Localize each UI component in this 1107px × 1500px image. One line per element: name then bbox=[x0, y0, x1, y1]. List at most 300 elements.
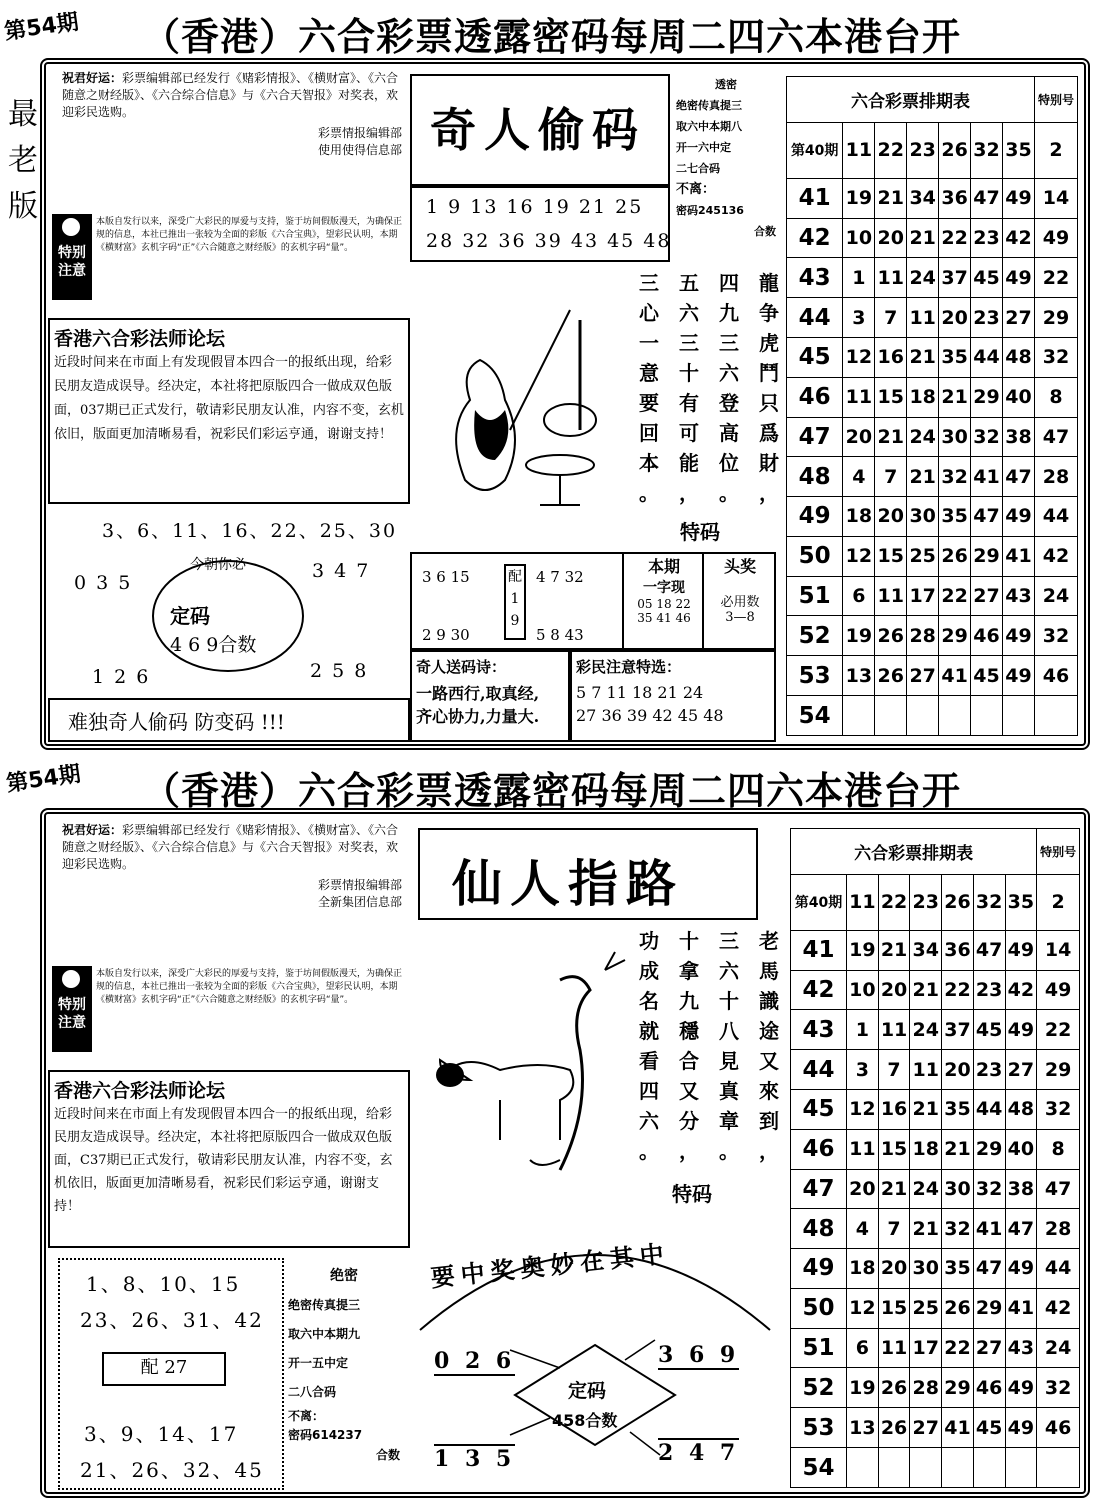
number-cell: 2 bbox=[1034, 123, 1077, 179]
number-cell: 32 bbox=[1034, 616, 1077, 656]
number-cell: 27 bbox=[971, 576, 1003, 616]
tip-line: 不离： bbox=[676, 182, 716, 197]
schedule-row bbox=[791, 1209, 1080, 1249]
center-title: 仙人指路 bbox=[452, 854, 684, 913]
mid-left-row-2: 2 9 30 bbox=[422, 626, 470, 644]
sign-1: 彩票情报编辑部 bbox=[317, 126, 402, 140]
head-sub: 必用数 bbox=[720, 595, 760, 610]
head-prize-box bbox=[702, 554, 776, 648]
schedule-row bbox=[791, 1129, 1080, 1169]
period-cell: 42 bbox=[787, 218, 843, 258]
oval-br-nums: 2 5 8 bbox=[310, 660, 369, 682]
period-cell: 54 bbox=[787, 696, 843, 736]
number-cell: 48 bbox=[1005, 1089, 1037, 1129]
number-cell: 21 bbox=[875, 178, 907, 218]
number-cell: 32 bbox=[1037, 1368, 1080, 1408]
mid-left-row-1: 3 6 15 bbox=[422, 568, 470, 586]
number-cell: 49 bbox=[1002, 616, 1034, 656]
number-cell: 40 bbox=[1005, 1129, 1037, 1169]
number-cell: 47 bbox=[1034, 417, 1077, 457]
schedule-row bbox=[787, 497, 1078, 537]
number-cell: 28 bbox=[907, 616, 939, 656]
number-cell: 11 bbox=[878, 1010, 910, 1050]
number-cell: 47 bbox=[971, 178, 1003, 218]
poem-box bbox=[410, 650, 570, 742]
number-cell: 46 bbox=[973, 1368, 1005, 1408]
number-cell: 23 bbox=[910, 875, 942, 931]
poem-col: 五 六 三 十 有 可 能 ， bbox=[679, 271, 699, 505]
notice-badge: 特别注意 bbox=[52, 214, 92, 300]
poem-line-2: 齐心协力,力量大. bbox=[416, 707, 540, 726]
number-cell: 26 bbox=[942, 1288, 974, 1328]
this-nums-1: 05 18 22 bbox=[637, 597, 691, 611]
schedule-row bbox=[791, 1328, 1080, 1368]
period-cell: 53 bbox=[787, 656, 843, 696]
sign-2: 使用使得信息部 bbox=[317, 143, 402, 157]
number-cell: 24 bbox=[910, 1169, 942, 1209]
number-cell: 24 bbox=[907, 417, 939, 457]
period-cell: 52 bbox=[787, 616, 843, 656]
number-cell: 11 bbox=[846, 875, 878, 931]
number-cell: 10 bbox=[846, 970, 878, 1010]
number-cell: 23 bbox=[907, 123, 939, 179]
number-cell: 22 bbox=[1034, 258, 1077, 298]
number-cell: 1 bbox=[846, 1010, 878, 1050]
special-number-header: 特别号 bbox=[1037, 829, 1080, 875]
period-cell: 42 bbox=[791, 970, 847, 1010]
number-cell: 26 bbox=[939, 123, 971, 179]
issue-label-top: 第54期 bbox=[2, 9, 81, 46]
number-cell: 46 bbox=[1037, 1408, 1080, 1448]
number-cell: 13 bbox=[843, 656, 875, 696]
number-cell: 44 bbox=[1037, 1249, 1080, 1289]
schedule-row bbox=[791, 930, 1080, 970]
number-cell: 35 bbox=[1002, 123, 1034, 179]
tip-line: 透密 bbox=[715, 78, 737, 91]
schedule-table-top bbox=[786, 76, 1078, 736]
number-cell: 12 bbox=[846, 1288, 878, 1328]
oval-right-nums: 3 4 7 bbox=[312, 560, 371, 582]
number-cell: 27 bbox=[910, 1408, 942, 1448]
period-cell: 53 bbox=[791, 1408, 847, 1448]
number-cell bbox=[1037, 1448, 1080, 1488]
period-cell: 52 bbox=[791, 1368, 847, 1408]
tip-line: 不离： bbox=[288, 1409, 325, 1423]
oval-bl-nums: 1 2 6 bbox=[92, 666, 151, 688]
diamond-tr: 3 6 9 bbox=[658, 1342, 740, 1368]
number-cell: 15 bbox=[875, 377, 907, 417]
center-title-box-bottom bbox=[418, 828, 758, 920]
number-cell: 28 bbox=[1037, 1209, 1080, 1249]
poem-line-1: 一路西行,取真经, bbox=[416, 684, 540, 703]
number-cell: 7 bbox=[878, 1050, 910, 1090]
number-cell: 41 bbox=[973, 1209, 1005, 1249]
number-cell: 15 bbox=[878, 1288, 910, 1328]
special-label-top: 特码 bbox=[680, 520, 720, 544]
sign-1: 彩票情报编辑部 bbox=[317, 878, 402, 892]
mid-right-row-1: 4 7 32 bbox=[536, 568, 584, 586]
number-cell: 35 bbox=[942, 1249, 974, 1289]
number-cell: 46 bbox=[971, 616, 1003, 656]
number-cell: 26 bbox=[875, 616, 907, 656]
number-cell: 20 bbox=[875, 218, 907, 258]
number-cell: 11 bbox=[843, 377, 875, 417]
number-cell: 1 bbox=[843, 258, 875, 298]
forum-box bbox=[48, 318, 410, 504]
schedule-title: 六合彩票排期表 bbox=[787, 77, 1035, 123]
period-cell: 41 bbox=[791, 930, 847, 970]
number-cell: 45 bbox=[973, 1408, 1005, 1448]
number-cell: 29 bbox=[973, 1288, 1005, 1328]
issue-label-bottom: 第54期 bbox=[4, 761, 83, 798]
number-cell: 43 bbox=[1005, 1328, 1037, 1368]
period-cell: 48 bbox=[791, 1209, 847, 1249]
period-cell: 51 bbox=[791, 1328, 847, 1368]
diamond-sub: 458合数 bbox=[552, 1411, 618, 1430]
bomb-icon bbox=[62, 218, 80, 236]
number-cell: 21 bbox=[910, 1209, 942, 1249]
schedule-rows bbox=[791, 930, 1080, 1487]
number-cell: 30 bbox=[942, 1169, 974, 1209]
number-cell: 38 bbox=[1002, 417, 1034, 457]
period-cell: 54 bbox=[791, 1448, 847, 1488]
schedule-row bbox=[787, 696, 1078, 736]
number-cell: 10 bbox=[843, 218, 875, 258]
number-cell: 28 bbox=[1034, 457, 1077, 497]
number-cell: 12 bbox=[843, 536, 875, 576]
number-cell: 30 bbox=[910, 1249, 942, 1289]
number-cell: 18 bbox=[907, 377, 939, 417]
number-cell: 19 bbox=[846, 930, 878, 970]
number-cell: 35 bbox=[1005, 875, 1037, 931]
tip-line: 绝密传真提三 bbox=[676, 99, 742, 112]
tip-line: 开一五中定 bbox=[288, 1356, 349, 1370]
tip-line: 取六中本期八 bbox=[676, 120, 742, 133]
notice-text: 本版自发行以来，深受广大彩民的厚爱与支持，鉴于坊间假版漫天，为确保正规的信息，本社已推出一张较为全面的彩版《六合宝典》，望彩民认明，本期《横财富》玄机字码“正”《六合随意之财经版》的玄机字码“量”。 bbox=[96, 217, 403, 253]
number-cell: 26 bbox=[939, 536, 971, 576]
number-cell: 11 bbox=[875, 258, 907, 298]
focus-title: 彩民注意特选： bbox=[576, 658, 682, 676]
greeting-label: 祝君好运： bbox=[62, 71, 123, 85]
number-cell: 25 bbox=[907, 536, 939, 576]
number-cell: 29 bbox=[939, 616, 971, 656]
number-cell: 49 bbox=[1005, 1249, 1037, 1289]
number-cell: 41 bbox=[939, 656, 971, 696]
tip-line: 合数 bbox=[754, 225, 776, 238]
number-cell: 32 bbox=[939, 457, 971, 497]
period-cell: 47 bbox=[787, 417, 843, 457]
number-cell: 35 bbox=[939, 337, 971, 377]
schedule-row bbox=[787, 337, 1078, 377]
schedule-row bbox=[791, 1408, 1080, 1448]
number-cell: 44 bbox=[971, 337, 1003, 377]
number-cell: 32 bbox=[1034, 337, 1077, 377]
tip-line: 二八合码 bbox=[288, 1385, 337, 1399]
number-cell: 32 bbox=[971, 417, 1003, 457]
number-cell: 11 bbox=[910, 1050, 942, 1090]
number-cell: 30 bbox=[939, 417, 971, 457]
oval-section bbox=[48, 504, 410, 696]
number-cell: 37 bbox=[942, 1010, 974, 1050]
number-cell: 34 bbox=[907, 178, 939, 218]
number-cell bbox=[1005, 1448, 1037, 1488]
greeting-box bbox=[62, 70, 402, 210]
notice-text-bottom: 本版自发行以来，深受广大彩民的厚爱与支持，鉴于坊间假版漫天，为确保正规的信息，本社已推出一张较为全面的彩版《六合宝典》，望彩民认明，本期《横财富》玄机字码“正”《六合随意之财经版》的玄机字码“量”。 bbox=[96, 969, 403, 1005]
number-cell: 47 bbox=[973, 930, 1005, 970]
number-cell: 25 bbox=[910, 1288, 942, 1328]
number-cell: 45 bbox=[971, 656, 1003, 696]
nums-a1: 1、8、10、15 bbox=[86, 1272, 241, 1296]
number-cell bbox=[910, 1448, 942, 1488]
number-cell: 49 bbox=[1002, 656, 1034, 696]
center-nums-box bbox=[410, 186, 670, 262]
head-val: 3—8 bbox=[725, 610, 755, 625]
number-cell: 20 bbox=[878, 970, 910, 1010]
number-cell: 11 bbox=[843, 123, 875, 179]
greeting-body: 彩票编辑部已经发行《赌彩情报》、《横财富》、《六合随意之财经版》、《六合综合信息》与《六合天智报》对奖表，欢迎彩民选购。 bbox=[62, 71, 399, 119]
arc-text: 要中奖奥妙在其中 bbox=[429, 1238, 672, 1293]
number-cell: 29 bbox=[971, 377, 1003, 417]
schedule-row bbox=[791, 1368, 1080, 1408]
diamond-tl: 0 2 6 bbox=[434, 1348, 516, 1374]
this-period-box bbox=[622, 554, 704, 648]
number-cell: 22 bbox=[942, 1328, 974, 1368]
number-cell: 14 bbox=[1037, 930, 1080, 970]
number-cell: 32 bbox=[971, 123, 1003, 179]
number-cell: 18 bbox=[846, 1249, 878, 1289]
number-cell: 45 bbox=[971, 258, 1003, 298]
notice-badge-bottom: 特别注意 bbox=[52, 966, 92, 1052]
number-cell: 6 bbox=[846, 1328, 878, 1368]
mid-pei-box: 配 1 9 bbox=[504, 564, 526, 640]
number-cell: 17 bbox=[910, 1328, 942, 1368]
tip-line: 合数 bbox=[375, 1448, 400, 1462]
number-cell: 19 bbox=[843, 178, 875, 218]
schedule-row bbox=[787, 576, 1078, 616]
numbers-box-bottom bbox=[58, 1258, 284, 1490]
bottom-slogan: 难独奇人偷码 防变码 !!! bbox=[68, 710, 285, 734]
number-cell: 21 bbox=[939, 377, 971, 417]
number-cell: 49 bbox=[1037, 970, 1080, 1010]
sign-2: 全新集团信息部 bbox=[317, 895, 402, 909]
number-cell: 18 bbox=[910, 1129, 942, 1169]
poem-col: 四 九 三 六 登 高 位 。 bbox=[719, 271, 739, 505]
number-cell: 27 bbox=[907, 656, 939, 696]
period-cell: 45 bbox=[791, 1089, 847, 1129]
number-cell: 30 bbox=[907, 497, 939, 537]
number-cell: 29 bbox=[1034, 298, 1077, 338]
slogan-box bbox=[48, 698, 410, 742]
bomb-icon bbox=[62, 970, 80, 988]
number-cell: 32 bbox=[973, 875, 1005, 931]
poem-col: 十 拿 九 穩 合 又 分 ， bbox=[679, 929, 699, 1163]
schedule-title: 六合彩票排期表 bbox=[791, 829, 1037, 875]
number-cell: 20 bbox=[843, 417, 875, 457]
number-cell: 20 bbox=[878, 1249, 910, 1289]
number-cell: 49 bbox=[1005, 930, 1037, 970]
period-cell: 45 bbox=[787, 337, 843, 377]
number-cell: 46 bbox=[1034, 656, 1077, 696]
number-cell: 19 bbox=[843, 616, 875, 656]
number-cell: 15 bbox=[878, 1129, 910, 1169]
number-cell: 47 bbox=[1037, 1169, 1080, 1209]
monkey-king-illustration bbox=[420, 290, 630, 520]
this-nums-2: 35 41 46 bbox=[637, 611, 691, 625]
number-cell: 47 bbox=[971, 497, 1003, 537]
number-cell: 11 bbox=[875, 576, 907, 616]
number-cell: 29 bbox=[971, 536, 1003, 576]
forum-body: 近段时间来在市面上有发现假冒本四合一的报纸出现，给彩民朋友造成误导。经决定，本社将把原版四合一做成双色版面，C37期已正式发行，敬请彩民朋友认准，内容不变，玄机依旧，版面更加清晰易看，祝彩民们彩运亨通，谢谢支持！ bbox=[54, 1107, 393, 1214]
number-cell: 26 bbox=[878, 1408, 910, 1448]
forum-body: 近段时间来在市面上有发现假冒本四合一的报纸出现，给彩民朋友造成误导。经决定，本社将把原版四合一做成双色版面，037期已正式发行，敬请彩民朋友认准，内容不变，玄机依旧，版面更加清晰易看，祝彩民们彩运亨通，谢谢支持！ bbox=[54, 355, 404, 442]
side-label-char: 最 bbox=[8, 97, 38, 132]
number-cell: 41 bbox=[1002, 536, 1034, 576]
number-cell: 22 bbox=[1037, 1010, 1080, 1050]
tip-line: 取六中本期九 bbox=[288, 1327, 361, 1341]
oval-sub: 4 6 9合数 bbox=[170, 634, 257, 656]
period-cell: 41 bbox=[787, 178, 843, 218]
diamond-label: 定码 bbox=[568, 1380, 607, 1402]
number-cell: 26 bbox=[875, 656, 907, 696]
number-cell: 32 bbox=[942, 1209, 974, 1249]
number-cell bbox=[939, 696, 971, 736]
number-cell: 42 bbox=[1034, 536, 1077, 576]
number-cell: 22 bbox=[942, 970, 974, 1010]
schedule-row bbox=[791, 1089, 1080, 1129]
schedule-row bbox=[787, 178, 1078, 218]
number-cell: 29 bbox=[973, 1129, 1005, 1169]
schedule-row bbox=[787, 536, 1078, 576]
this-sub: 一字现 bbox=[643, 580, 685, 596]
schedule-row bbox=[791, 1050, 1080, 1090]
schedule-table-bottom bbox=[790, 828, 1080, 1488]
period-cell: 46 bbox=[787, 377, 843, 417]
number-cell: 47 bbox=[1005, 1209, 1037, 1249]
period-cell: 49 bbox=[787, 497, 843, 537]
focus-row-2: 27 36 39 42 45 48 bbox=[576, 706, 724, 725]
greeting-label: 祝君好运： bbox=[62, 823, 123, 837]
mid-right-row-2: 5 8 43 bbox=[536, 626, 584, 644]
number-cell: 22 bbox=[939, 576, 971, 616]
number-cell bbox=[942, 1448, 974, 1488]
poem-col: 三 心 一 意 要 回 本 。 bbox=[639, 271, 659, 505]
center-title-box bbox=[410, 74, 670, 186]
number-cell: 41 bbox=[971, 457, 1003, 497]
number-cell: 12 bbox=[846, 1089, 878, 1129]
number-cell: 20 bbox=[846, 1169, 878, 1209]
special-label-bottom: 特码 bbox=[672, 1182, 712, 1206]
number-cell: 49 bbox=[1005, 1010, 1037, 1050]
tip-line: 绝密 bbox=[330, 1268, 358, 1284]
number-cell: 2 bbox=[1037, 875, 1080, 931]
diamond-br: 2 4 7 bbox=[658, 1440, 740, 1466]
schedule-row bbox=[787, 457, 1078, 497]
number-cell: 4 bbox=[843, 457, 875, 497]
number-cell: 32 bbox=[973, 1169, 1005, 1209]
number-cell: 34 bbox=[910, 930, 942, 970]
number-cell: 21 bbox=[878, 930, 910, 970]
number-cell: 49 bbox=[1005, 1368, 1037, 1408]
tip-line: 二七合码 bbox=[676, 162, 720, 175]
schedule-row bbox=[787, 298, 1078, 338]
number-cell: 38 bbox=[1005, 1169, 1037, 1209]
tip-line: 开一六中定 bbox=[676, 141, 731, 154]
number-cell: 27 bbox=[1005, 1050, 1037, 1090]
number-cell: 21 bbox=[910, 970, 942, 1010]
nums-a2: 23、26、31、42 bbox=[80, 1308, 264, 1332]
number-cell: 40 bbox=[1002, 377, 1034, 417]
number-cell: 29 bbox=[942, 1368, 974, 1408]
period-cell: 50 bbox=[787, 536, 843, 576]
number-cell: 49 bbox=[1002, 258, 1034, 298]
number-cell: 20 bbox=[875, 497, 907, 537]
number-cell: 24 bbox=[910, 1010, 942, 1050]
number-cell: 42 bbox=[1002, 218, 1034, 258]
center-title: 奇人偷码 bbox=[430, 103, 646, 157]
old-man-horse-illustration bbox=[420, 950, 630, 1180]
oval-label: 定码 bbox=[170, 604, 210, 628]
number-cell: 28 bbox=[910, 1368, 942, 1408]
number-cell: 45 bbox=[973, 1010, 1005, 1050]
period-cell: 50 bbox=[791, 1288, 847, 1328]
number-cell: 41 bbox=[1005, 1288, 1037, 1328]
number-cell: 35 bbox=[939, 497, 971, 537]
forum-title: 香港六合彩法师论坛 bbox=[54, 1080, 226, 1102]
poem-title: 奇人送码诗： bbox=[416, 658, 507, 676]
number-cell: 4 bbox=[846, 1209, 878, 1249]
number-cell: 8 bbox=[1037, 1129, 1080, 1169]
diamond-bl: 1 3 5 bbox=[434, 1446, 516, 1472]
number-cell bbox=[973, 1448, 1005, 1488]
number-cell: 17 bbox=[907, 576, 939, 616]
schedule-row bbox=[791, 1288, 1080, 1328]
number-cell: 24 bbox=[1037, 1328, 1080, 1368]
number-cell: 21 bbox=[907, 337, 939, 377]
number-cell: 3 bbox=[843, 298, 875, 338]
schedule-row bbox=[787, 377, 1078, 417]
headline-bottom: （香港）六合彩票透露密码每周二四六本港台开 bbox=[142, 768, 962, 813]
center-row-1: 1 9 13 16 19 21 25 bbox=[426, 196, 644, 218]
period-cell: 44 bbox=[791, 1050, 847, 1090]
greeting-box-bottom bbox=[62, 822, 402, 962]
oval-arc-text: 今朝你必 bbox=[190, 557, 246, 573]
focus-row-1: 5 7 11 18 21 24 bbox=[576, 683, 704, 702]
number-cell: 20 bbox=[939, 298, 971, 338]
side-tip-bottom bbox=[288, 1262, 400, 1465]
center-row-2: 28 32 36 39 43 45 48 bbox=[426, 230, 672, 252]
number-cell: 19 bbox=[846, 1368, 878, 1408]
number-cell: 49 bbox=[1005, 1408, 1037, 1448]
number-cell: 21 bbox=[907, 218, 939, 258]
number-cell: 29 bbox=[1037, 1050, 1080, 1090]
number-cell: 35 bbox=[942, 1089, 974, 1129]
number-cell: 7 bbox=[875, 298, 907, 338]
number-cell: 15 bbox=[875, 536, 907, 576]
number-cell: 49 bbox=[1002, 497, 1034, 537]
number-cell bbox=[878, 1448, 910, 1488]
number-cell: 11 bbox=[878, 1328, 910, 1368]
number-cell: 12 bbox=[843, 337, 875, 377]
number-cell: 26 bbox=[878, 1368, 910, 1408]
schedule-row bbox=[791, 1010, 1080, 1050]
schedule-rows bbox=[787, 178, 1078, 735]
number-cell: 22 bbox=[878, 875, 910, 931]
number-cell: 24 bbox=[1034, 576, 1077, 616]
poem-col: 功 成 名 就 看 四 六 。 bbox=[639, 929, 659, 1163]
schedule-row bbox=[787, 417, 1078, 457]
side-tip-top bbox=[676, 74, 776, 242]
forum-title: 香港六合彩法师论坛 bbox=[54, 328, 226, 350]
